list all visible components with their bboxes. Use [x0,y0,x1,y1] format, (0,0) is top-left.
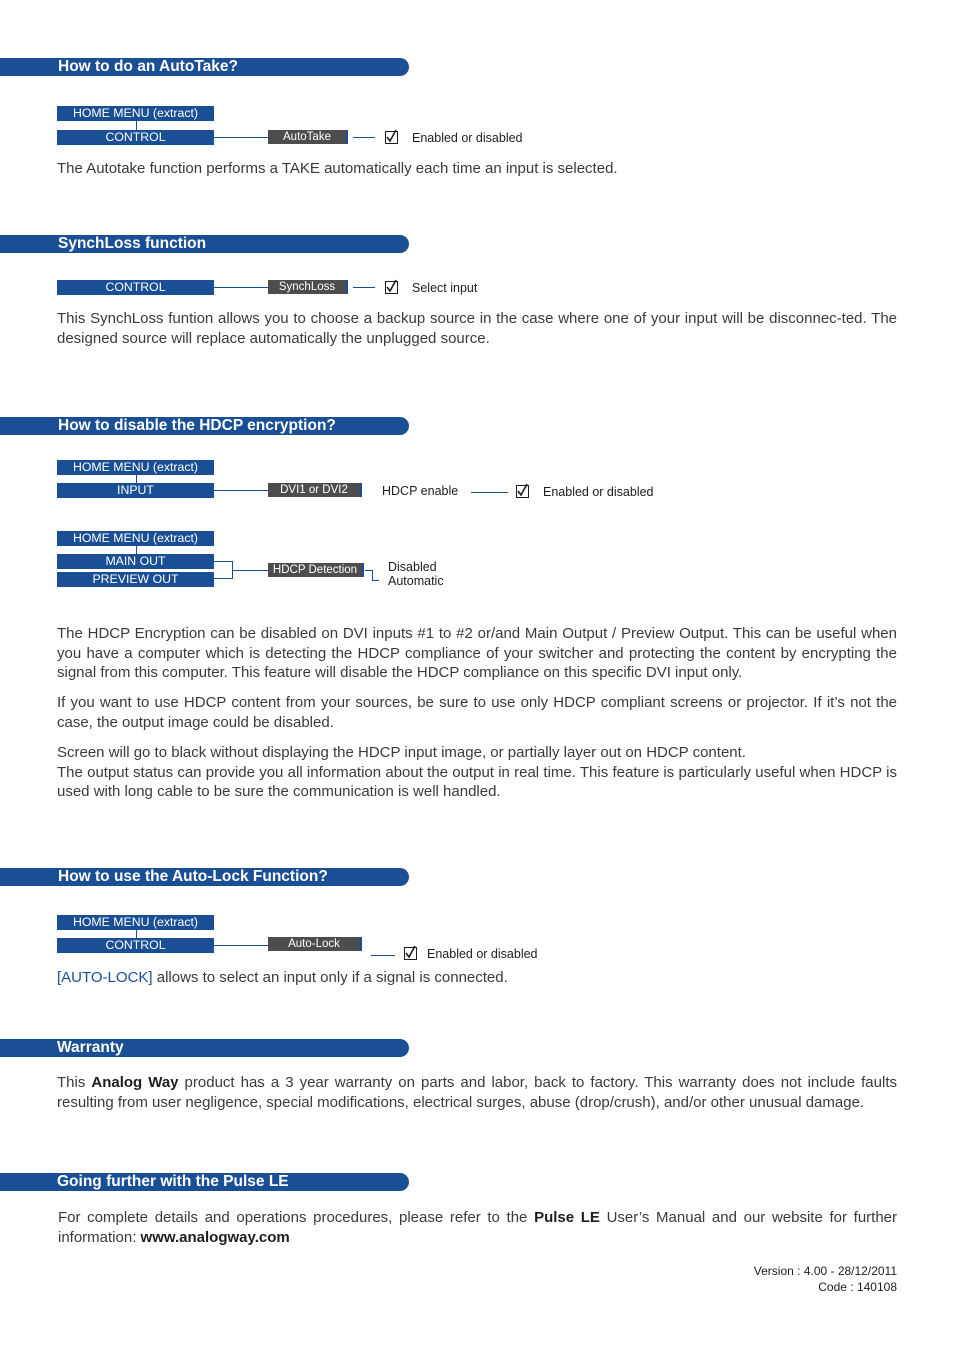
hdcp-paragraph-3-line-1: Screen will go to black without displaying the HDCP input image, or partially layer out on HDCP content. [57,744,746,761]
menu-item-dvi: DVI1 or DVI2 [268,483,362,497]
section-title: Going further with the Pulse LE [57,1173,289,1190]
checkbox-icon [385,131,398,144]
connector-line [232,570,268,571]
hdcp-enable-label: HDCP enable [382,484,459,498]
warranty-text-start: This [57,1074,92,1091]
menu-box-preview-out: PREVIEW OUT [57,572,214,587]
section-header-further [0,1173,409,1191]
synchloss-description: This SynchLoss funtion allows you to choose a backup source in the case where one of your input will be disconnec-ted. The designed source will replace automatically the unplugged source. [57,310,897,347]
brand-name: Analog Way [91,1074,179,1091]
code-label: Code : 140108 [818,1280,897,1294]
checkbox-icon [404,947,417,960]
option-disabled: Disabled [388,560,437,574]
section-title: How to do an AutoTake? [58,58,238,75]
connector-line [471,492,508,493]
connector-line [136,546,137,554]
connector-line [136,121,137,130]
section-header-autotake [0,58,409,76]
section-title: How to use the Auto-Lock Function? [58,868,328,885]
hdcp-paragraph-1: The HDCP Encryption can be disabled on DVI inputs #1 to #2 or/and Main Output / Preview Output. This can be useful when you have a computer which is detecting the HDCP compliance of your switcher and protecting the content by encrypting the signal from this computer. This feature will disable the HDCP compliance on this specific DVI input only. [57,625,897,681]
version-label: Version : 4.00 - 28/12/2011 [753,1264,897,1278]
autotake-description: The Autotake function performs a TAKE automatically each time an input is selected. [57,160,618,177]
connector-line [372,570,373,580]
autolock-description [57,968,897,988]
connector-line [214,578,232,579]
option-label: Enabled or disabled [427,947,538,961]
menu-box-control: CONTROL [57,280,214,295]
connector-line [214,490,268,491]
option-label: Enabled or disabled [543,485,654,499]
warranty-text-end: product has a 3 year warranty on parts and labor, back to factory. This warranty does not include faults resulting from user negligence, special modifications, electrical surges, abuse (drop/crush), and/or other unusual damage. [57,1074,897,1111]
connector-line [214,287,268,288]
product-name: Pulse LE [534,1209,600,1226]
menu-box-home: HOME MENU (extract) [57,460,214,475]
menu-box-home: HOME MENU (extract) [57,915,214,930]
autolock-description-text: allows to select an input only if a signal is connected. [152,969,508,986]
connector-line [353,287,375,288]
warranty-text [57,1073,897,1112]
connector-line [214,137,268,138]
section-header-hdcp [0,417,409,435]
section-title: How to disable the HDCP encryption? [58,417,336,434]
autolock-keyword: [AUTO-LOCK] [57,969,153,986]
menu-item-hdcp-detection: HDCP Detection [268,563,364,577]
menu-box-main-out: MAIN OUT [57,554,214,569]
menu-box-control: CONTROL [57,938,214,953]
website-link[interactable]: www.analogway.com [140,1228,290,1246]
menu-item-autolock: Auto-Lock [268,937,362,951]
connector-line [214,945,268,946]
menu-box-home: HOME MENU (extract) [57,106,214,121]
connector-line [214,561,232,562]
hdcp-paragraph-3 [57,743,897,802]
option-automatic: Automatic [388,574,444,588]
connector-line [365,570,372,571]
checkbox-icon [516,485,529,498]
further-text-start: For complete details and operations procedures, please refer to the [58,1209,535,1226]
section-title: Warranty [57,1039,124,1056]
option-label: Select input [412,281,478,295]
connector-line [136,475,137,483]
further-text-middle: User’s Manual and our website for further information: [58,1209,897,1246]
connector-line [136,930,137,938]
connector-line [353,137,375,138]
section-header-warranty [0,1039,409,1057]
menu-item-autotake: AutoTake [268,130,348,144]
section-title: SynchLoss function [58,235,207,252]
hdcp-paragraph-2: If you want to use HDCP content from your sources, be sure to use only HDCP compliant screens or projector. If it’s not the case, the output image could be disabled. [57,694,897,731]
section-header-synchloss [0,235,409,253]
menu-box-input: INPUT [57,483,214,498]
menu-box-control: CONTROL [57,130,214,145]
further-text [58,1208,897,1247]
connector-line [371,955,395,956]
menu-item-synchloss: SynchLoss [268,280,348,294]
section-header-autolock [0,868,409,886]
hdcp-paragraph-3-line-2: The output status can provide you all information about the output in real time. This feature is particularly useful when HDCP is used with long cable to be sure the communication is well handled. [57,763,897,800]
checkbox-icon [385,281,398,294]
connector-line [372,580,379,581]
option-label: Enabled or disabled [412,131,523,145]
menu-box-home: HOME MENU (extract) [57,531,214,546]
